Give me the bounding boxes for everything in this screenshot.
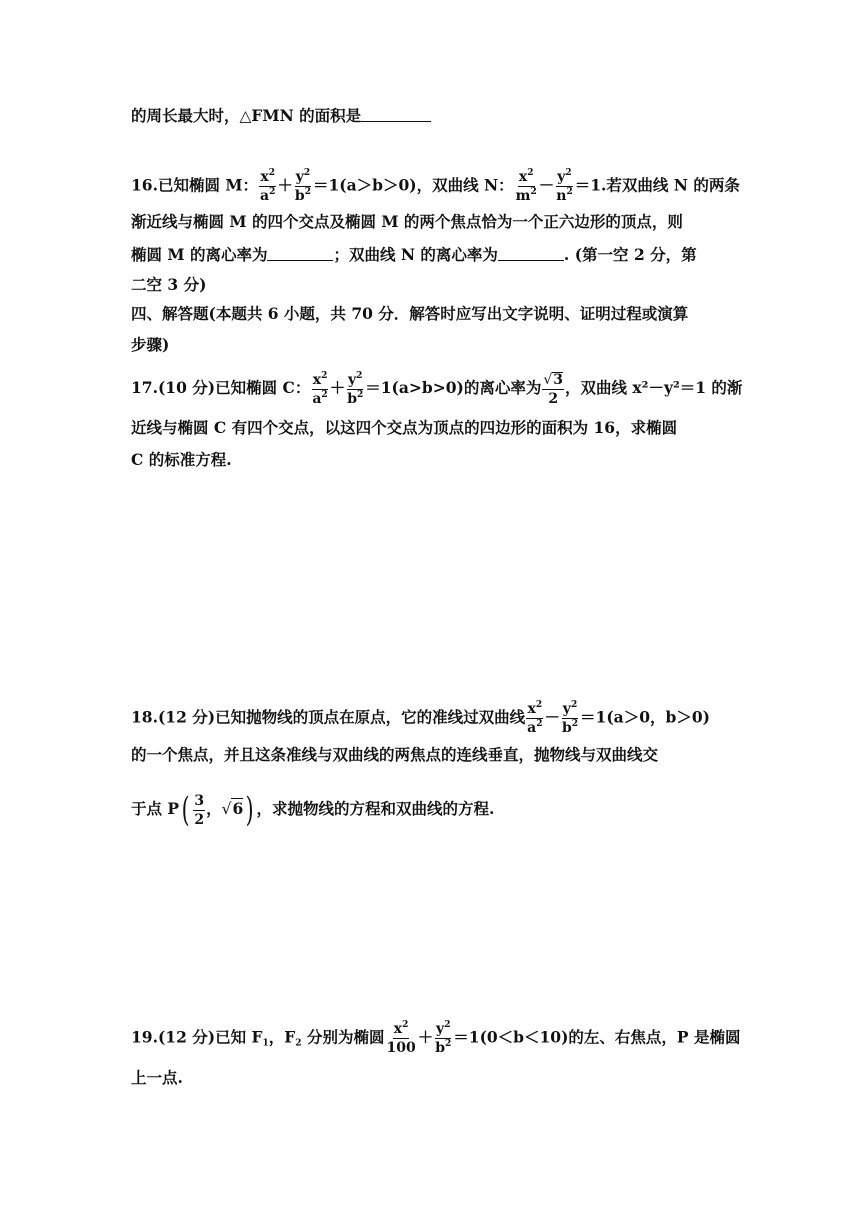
q19-line-2 xyxy=(131,1068,183,1088)
subscript: 1 xyxy=(262,1038,269,1049)
q17-text: C 的标准方程. xyxy=(131,450,232,469)
plus-sign: ＋ xyxy=(277,175,293,195)
q15-tail-line xyxy=(131,106,431,126)
q18-text: 18.(12 分)已知抛物线的顶点在原点，它的准线过双曲线 xyxy=(131,707,526,727)
minus-sign: － xyxy=(544,707,560,727)
plus-sign: ＋ xyxy=(329,378,346,397)
section-title: 四、解答题 xyxy=(131,304,209,323)
q17-line-3 xyxy=(131,450,232,470)
minus-sign: － xyxy=(538,175,555,195)
q16-text: . (第一空 2 分，第 xyxy=(563,245,697,264)
subscript: 2 xyxy=(295,1038,302,1049)
q19-text: 分别为椭圆 xyxy=(301,1027,385,1047)
q16-text: 椭圆 M 的离心率为 xyxy=(131,245,268,264)
answer-blank xyxy=(361,107,431,122)
hyperbola-fraction-x: $\frac{x^2}{m^2}$ xyxy=(515,168,537,204)
q18-line-2 xyxy=(131,745,658,765)
answer-blank xyxy=(267,246,333,261)
q18-text: 的一个焦点，并且这条准线与双曲线的两焦点的连线垂直，抛物线与双曲线交 xyxy=(131,745,659,764)
plus-sign: ＋ xyxy=(417,1027,434,1047)
q19-line-1 xyxy=(131,1022,740,1055)
q16-intro: 已知椭圆 M： xyxy=(157,175,259,195)
comma: ， xyxy=(206,799,222,818)
q15-tail-text: 的周长最大时，△FMN 的面积是 xyxy=(131,106,362,125)
ellipse-fraction-x: $\frac{x^2}{100}$ xyxy=(386,1020,416,1056)
hyperbola-fraction-y: $\frac{y^2}{b^2}$ xyxy=(561,700,579,736)
sqrt-six: √6 xyxy=(221,799,244,818)
q19-text: ，F xyxy=(268,1027,296,1047)
ellipse-fraction-x: $\frac{x^2}{a^2}$ xyxy=(260,168,276,204)
q16-text: 二空 3 分) xyxy=(131,275,207,294)
q18-text: ，求抛物线的方程和双曲线的方程. xyxy=(256,799,495,818)
q19-text: ＝1(0＜b＜10)的左、右焦点，P 是椭圆 xyxy=(453,1027,741,1047)
q16-hyperbola-condition: ＝1.若双曲线 N 的两条 xyxy=(574,175,740,195)
q18-line-1 xyxy=(131,702,710,735)
eccentricity-fraction: $\frac{√3}{2}$ xyxy=(543,372,564,407)
q16-text: ；双曲线 N 的离心率为 xyxy=(333,245,498,264)
q18-line-3 xyxy=(131,790,495,830)
q18-text: ＝1(a＞0，b＞0) xyxy=(580,707,710,727)
left-paren: ( xyxy=(181,790,190,830)
q16-line-4 xyxy=(131,275,206,295)
q17-text: ，双曲线 x²－y²＝1 的渐 xyxy=(565,378,743,397)
hyperbola-fraction-x: $\frac{x^2}{a^2}$ xyxy=(527,700,543,736)
section-description: (本题共 6 小题，共 70 分．解答时应写出文字说明、证明过程或演算 xyxy=(208,304,689,323)
section-header-line-2 xyxy=(131,335,169,355)
ellipse-fraction-x: $\frac{x^2}{a^2}$ xyxy=(312,370,328,407)
q18-text: 于点 P xyxy=(131,799,180,818)
q17-text: 17.(10 分)已知椭圆 C： xyxy=(131,378,311,397)
right-paren: ) xyxy=(245,790,254,830)
q19-text: 19.(12 分)已知 F xyxy=(131,1027,263,1047)
question-number: 16. xyxy=(131,175,158,195)
q17-line-1 xyxy=(131,372,742,406)
q17-text: 近线与椭圆 C 有四个交点，以这四个交点为顶点的四边形的面积为 16，求椭圆 xyxy=(131,418,678,437)
ellipse-fraction-y: $\frac{y^2}{b^2}$ xyxy=(294,168,311,204)
ellipse-fraction-y: $\frac{y^2}{b^2}$ xyxy=(347,370,364,407)
q16-ellipse-condition: ＝1(a＞b＞0)，双曲线 N： xyxy=(312,175,514,195)
section-description: 步骤) xyxy=(131,335,170,354)
hyperbola-fraction-y: $\frac{y^2}{n^2}$ xyxy=(556,168,573,204)
q16-line-1 xyxy=(131,170,740,203)
point-fraction: $\frac{3}{2}$ xyxy=(194,792,205,828)
q16-text: 渐近线与椭圆 M 的四个交点及椭圆 M 的两个焦点恰为一个正六边形的顶点，则 xyxy=(131,212,683,231)
q16-line-3 xyxy=(131,245,697,265)
q16-line-2 xyxy=(131,212,683,232)
answer-blank xyxy=(498,246,564,261)
section-header xyxy=(131,304,688,324)
q17-text: ＝1(a>b>0)的离心率为 xyxy=(365,378,542,397)
q19-text: 上一点. xyxy=(131,1068,183,1087)
q17-line-2 xyxy=(131,418,677,438)
ellipse-fraction-y: $\frac{y^2}{b^2}$ xyxy=(435,1020,452,1056)
